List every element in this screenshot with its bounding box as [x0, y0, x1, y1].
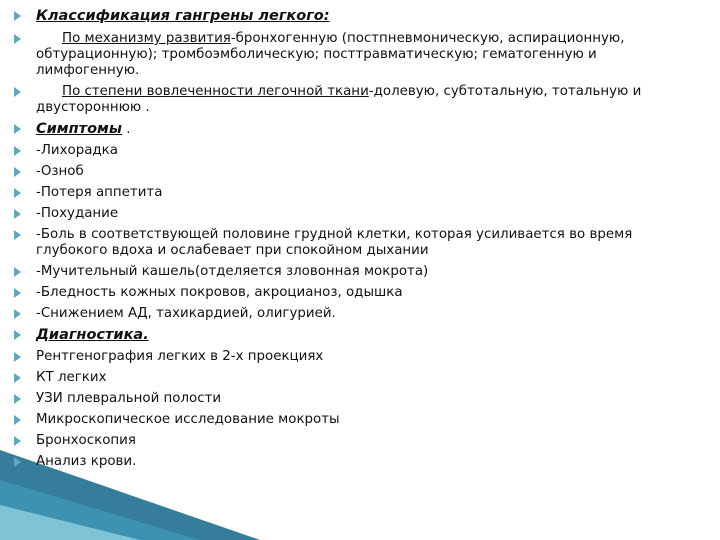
list-item	[14, 306, 704, 322]
bullet-arrow-icon	[14, 230, 21, 240]
list-item	[14, 433, 704, 449]
symptom-text: -Мучительный кашель(отделяется зловонная мокрота)	[36, 264, 429, 279]
bullet-arrow-icon	[14, 330, 21, 340]
list-item	[14, 143, 704, 159]
diagnostic-text: КТ легких	[36, 370, 107, 385]
diagnostics-heading: Диагностика.	[36, 327, 149, 343]
classification-heading: Классификация гангрены легкого:	[36, 8, 330, 24]
list-item	[14, 412, 704, 428]
list-item	[14, 84, 704, 116]
bullet-list	[14, 8, 704, 475]
symptom-text: -Потеря аппетита	[36, 185, 163, 200]
symptom-text: -Бледность кожных покровов, акроцианоз, одышка	[36, 285, 403, 300]
list-item	[14, 121, 704, 138]
list-item	[14, 391, 704, 407]
symptoms-heading-suffix: .	[122, 122, 131, 137]
list-item	[14, 206, 704, 222]
list-item	[14, 31, 704, 79]
diagnostic-text: Рентгенография легких в 2-х проекциях	[36, 349, 324, 364]
bullet-arrow-icon	[14, 288, 21, 298]
symptom-text: -Боль в соответствующей половине грудной клетки, которая усиливается во время глубокого вдоха и ослабевает при спокойном дыхании	[36, 227, 633, 258]
diagnostic-text: Микроскопическое исследование мокроты	[36, 412, 340, 427]
extent-label: По степени вовлеченности легочной ткани	[62, 84, 369, 99]
bullet-arrow-icon	[14, 415, 21, 425]
extent-text: -долевую, субтотальную, тотальную и двустороннюю .	[36, 84, 642, 115]
list-item	[14, 8, 704, 25]
bullet-arrow-icon	[14, 436, 21, 446]
list-item	[14, 327, 704, 344]
mechanism-label: По механизму развития	[62, 31, 231, 46]
symptom-text: -Похудание	[36, 206, 119, 221]
bullet-arrow-icon	[14, 373, 21, 383]
symptom-text: -Лихорадка	[36, 143, 118, 158]
symptoms-heading: Симптомы	[36, 121, 123, 137]
list-item	[14, 454, 704, 470]
bullet-arrow-icon	[14, 188, 21, 198]
symptom-text: -Снижением АД, тахикардией, олигурией.	[36, 306, 336, 321]
list-item	[14, 349, 704, 365]
list-item	[14, 185, 704, 201]
bullet-arrow-icon	[14, 11, 21, 21]
list-item	[14, 370, 704, 386]
diagnostic-text: Бронхоскопия	[36, 433, 136, 448]
bullet-arrow-icon	[14, 209, 21, 219]
bullet-arrow-icon	[14, 87, 21, 97]
bullet-arrow-icon	[14, 457, 21, 467]
diagnostic-text: УЗИ плевральной полости	[36, 391, 222, 406]
bullet-arrow-icon	[14, 352, 21, 362]
bullet-arrow-icon	[14, 34, 21, 44]
bullet-arrow-icon	[14, 146, 21, 156]
bullet-arrow-icon	[14, 124, 21, 134]
bullet-arrow-icon	[14, 309, 21, 319]
bullet-arrow-icon	[14, 167, 21, 177]
diagnostic-text: Анализ крови.	[36, 454, 137, 469]
list-item	[14, 264, 704, 280]
list-item	[14, 227, 704, 259]
symptom-text: -Озноб	[36, 164, 84, 179]
list-item	[14, 164, 704, 180]
list-item	[14, 285, 704, 301]
bullet-arrow-icon	[14, 394, 21, 404]
mechanism-text: -бронхогенную (постпневмоническую, аспирационную, обтурационную); тромбоэмболическую; посттравматическую; гематогенную и лимфогенную.	[36, 31, 625, 78]
bullet-arrow-icon	[14, 267, 21, 277]
